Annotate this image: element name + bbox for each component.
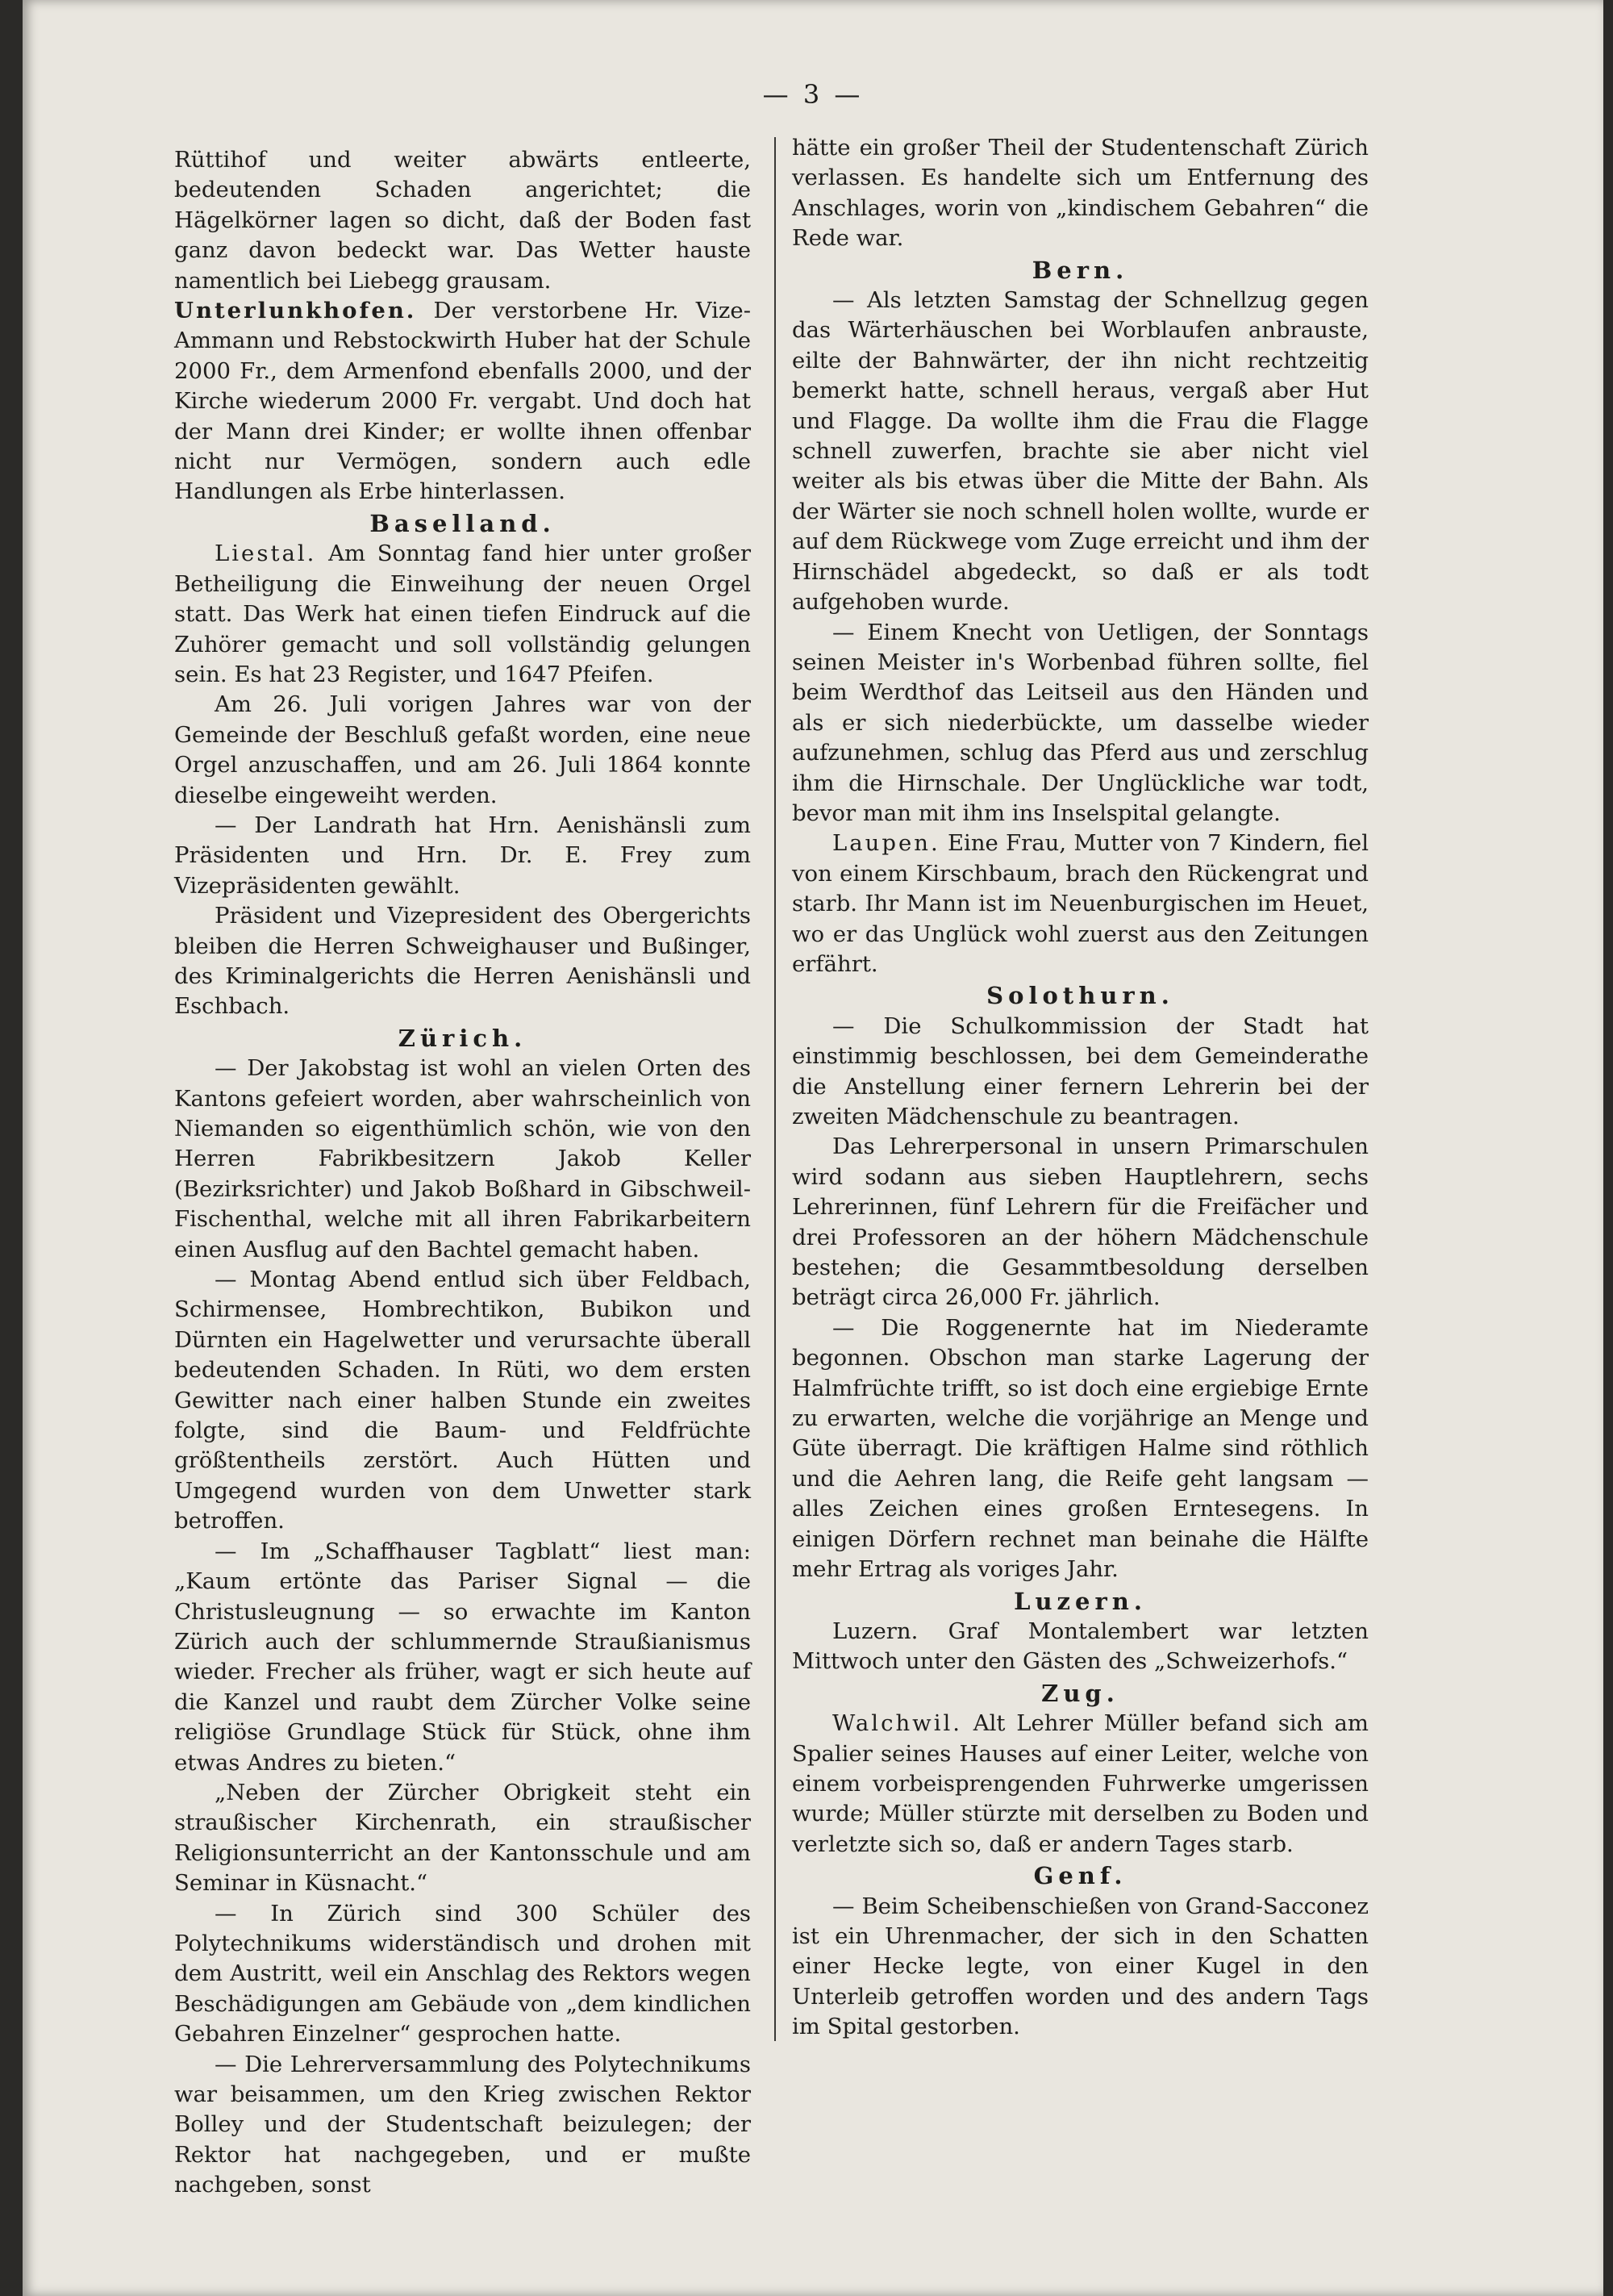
article-paragraph [174, 901, 751, 1022]
article-paragraph [174, 690, 751, 811]
paragraph-text: Rüttihof und weiter abwärts entleerte, bedeutenden Schaden angerichtet; die Hägelkörner lagen so dicht, daß der Boden fast ganz davon bedeckt war. Das Wetter hauste namentlich bei Liebegg grausam. [174, 147, 751, 294]
article-paragraph [792, 1709, 1369, 1860]
article-paragraph [792, 1132, 1369, 1313]
section-heading: Zug. [1041, 1679, 1119, 1707]
paragraph-text: — Einem Knecht von Uetligen, der Sonntags seinen Meister in's Worbenbad führen sollte, fiel beim Werdthof das Leitseil aus den Händen und als er sich niederbückte, um dasselbe wieder aufzunehmen, schlug das Pferd aus und zerschlug ihm die Hirnschale. Der Unglückliche war todt, bevor man mit ihm ins Inselspital gelangte. [792, 619, 1369, 826]
article-paragraph [792, 286, 1369, 617]
article-paragraph [174, 1265, 751, 1537]
paragraph-text: Am Sonntag fand hier unter großer Betheiligung die Einweihung der neuen Orgel statt. Das Werk hat einen tiefen Eindruck auf die Zuhörer gemacht und soll vollständig gelungen sein. Es hat 23 Register, und 1647 Pfeifen. [174, 541, 751, 687]
paragraph-text: — Der Jakobstag ist wohl an vielen Orten des Kantons gefeiert worden, aber wahrscheinlich von Niemanden so eigenthümlich schön, wie von den Herren Fabrikbesitzern Jakob Keller (Bezirksrichter) und Jakob Boßhard in Gibschweil-Fischenthal, welche mit all ihren Fabrikarbeitern einen Ausflug auf den Bachtel gemacht haben. [174, 1055, 751, 1263]
section-heading: Bern. [1032, 256, 1129, 284]
article-paragraph [174, 1778, 751, 1899]
article-paragraph [792, 1012, 1369, 1133]
article-paragraph [792, 829, 1369, 979]
newspaper-page [23, 0, 1603, 2296]
column-divider [774, 137, 776, 2041]
paragraph-text: „Neben der Zürcher Obrigkeit steht ein straußischer Kirchenrath, ein straußischer Religionsunterricht an der Kantonsschule und am Seminar in Küsnacht.“ [174, 1779, 751, 1897]
section-heading: Baselland. [369, 509, 556, 537]
dateline: Laupen. [832, 830, 940, 857]
paragraph-text: Alt Lehrer Müller befand sich am Spalier seines Hauses auf einer Leiter, welche von einem vorbeisprengenden Fuhrwerke umgerissen wurde; Müller stürzte mit derselben zu Boden und verletzte sich so, daß er andern Tages starb. [792, 1710, 1369, 1857]
article-paragraph [792, 1313, 1369, 1585]
paragraph-text: — Die Roggenernte hat im Niederamte begonnen. Obschon man starke Lagerung der Halmfrüchte trifft, so ist doch eine ergiebige Ernte zu erwarten, welche die vorjährige an Menge und Güte überragt. Die kräftigen Halme sind röthlich und die Aehren lang, die Reife geht langsam — alles Zeichen eines großen Erntesegens. In einigen Dörfern rechnet man beinahe die Hälfte mehr Ertrag als voriges Jahr. [792, 1314, 1369, 1583]
paragraph-text: hätte ein großer Theil der Studentenschaft Zürich verlassen. Es handelte sich um Entfernung des Anschlages, worin von „kindischem Gebahren“ die Rede war. [792, 135, 1369, 252]
paragraph-text: Luzern. Graf Montalembert war letzten Mittwoch unter den Gästen des „Schweizerhofs.“ [792, 1618, 1369, 1675]
paragraph-text: — Die Lehrerversammlung des Polytechnikums war beisammen, um den Krieg zwischen Rektor Bolley und der Studentschaft beizulegen; der Rektor hat nachgegeben, und er mußte nachgeben, sonst [174, 2051, 751, 2198]
dateline: Unterlunkhofen. [174, 298, 417, 324]
paragraph-text: Präsident und Vizepresident des Obergerichts bleiben die Herren Schweighauser und Bußinger, des Kriminalgerichts die Herren Aenishänsli und Eschbach. [174, 903, 751, 1020]
article-paragraph [174, 811, 751, 901]
paragraph-text: Der verstorbene Hr. Vize-Ammann und Rebstockwirth Huber hat der Schule 2000 Fr., dem Armenfond ebenfalls 2000, und der Kirche wiederum 2000 Fr. vergabt. Und doch hat der Mann drei Kinder; er wollte ihnen offenbar nicht nur Vermögen, sondern auch edle Handlungen als Erbe hinterlassen. [174, 298, 751, 505]
dateline: Walchwil. [832, 1710, 963, 1737]
paragraph-text: Am 26. Juli vorigen Jahres war von der Gemeinde der Beschluß gefaßt worden, eine neue Orgel anzuschaffen, und am 26. Juli 1864 konnte dieselbe eingeweiht werden. [174, 691, 751, 808]
article-paragraph [174, 1537, 751, 1778]
article-paragraph [792, 1617, 1369, 1677]
section-heading: Genf. [1033, 1862, 1127, 1890]
paragraph-text: Das Lehrerpersonal in unsern Primarschulen wird sodann aus sieben Hauptlehrern, sechs Lehrerinnen, fünf Lehrern für die Freifächer und drei Professoren an der höhern Mädchenschule bestehen; die Gesammtbesoldung derselben beträgt circa 26,000 Fr. jährlich. [792, 1133, 1369, 1311]
section-heading: Solothurn. [986, 982, 1174, 1010]
paragraph-text: Eine Frau, Mutter von 7 Kindern, fiel von einem Kirschbaum, brach den Rückengrat und starb. Ihr Mann ist im Neuenburgischen im Heuet, wo er das Unglück wohl zuerst aus den Zeitungen erfährt. [792, 830, 1369, 977]
left-column [174, 145, 751, 2201]
paragraph-text: — Der Landrath hat Hrn. Aenishänsli zum Präsidenten und Hrn. Dr. E. Frey zum Vizepräsidenten gewählt. [174, 812, 751, 899]
article-paragraph [174, 1899, 751, 2050]
article-paragraph [174, 2050, 751, 2201]
paragraph-text: — In Zürich sind 300 Schüler des Polytechnikums widerständisch und drohen mit dem Austritt, weil ein Anschlag des Rektors wegen Beschädigungen am Gebäude von „dem kindlichen Gebahren Einzelner“ gesprochen hatte. [174, 1900, 751, 2048]
paragraph-text: — Montag Abend entlud sich über Feldbach, Schirmensee, Hombrechtikon, Bubikon und Dürnten ein Hagelwetter und verursachte überall bedeutenden Schaden. In Rüti, wo dem ersten Gewitter nach einer halben Stunde ein zweites folgte, sind die Baum- und Feldfrüchte größtentheils zerstört. Auch Hütten und Umgegend wurden von dem Unwetter stark betroffen. [174, 1267, 751, 1534]
section-heading: Luzern. [1014, 1587, 1147, 1615]
right-column [792, 133, 1369, 2043]
article-paragraph [792, 1892, 1369, 2043]
article-paragraph [174, 539, 751, 690]
section-heading: Zürich. [398, 1024, 527, 1052]
dateline: Liestal. [215, 541, 317, 567]
article-paragraph [792, 618, 1369, 829]
paragraph-text: — Die Schulkommission der Stadt hat einstimmig beschlossen, bei dem Gemeinderathe die Anstellung einer fernern Lehrerin bei der zweiten Mädchenschule zu beantragen. [792, 1012, 1369, 1129]
article-paragraph [174, 145, 751, 296]
article-paragraph [792, 133, 1369, 254]
page-number: — 3 — [762, 79, 864, 110]
article-paragraph [174, 1054, 751, 1265]
paragraph-text: — Beim Scheibenschießen von Grand-Sacconez ist ein Uhrenmacher, der sich in den Schatten einer Hecke legte, von einer Kugel in den Unterleib getroffen worden und des andern Tags im Spital gestorben. [792, 1893, 1369, 2040]
paragraph-text: — Als letzten Samstag der Schnellzug gegen das Wärterhäuschen bei Worblaufen anbrauste, eilte der Bahnwärter, der ihn nicht rechtzeitig bemerkt hatte, schnell heraus, vergaß aber Hut und Flagge. Da wollte ihm die Frau die Flagge schnell zuwerfen, brachte sie aber nicht viel weiter als bis etwas über die Mitte der Bahn. Als der Wärter sie noch schnell holen wollte, wurde er auf dem Rückwege vom Zuge erreicht und ihm der Hirnschädel abgedeckt, so daß er als todt aufgehoben wurde. [792, 287, 1369, 616]
paragraph-text: — Im „Schaffhauser Tagblatt“ liest man: „Kaum ertönte das Pariser Signal — die Christusleugnung — so erwachte im Kanton Zürich auch der schlummernde Straußianismus wieder. Frecher als früher, wagt er sich heute auf die Kanzel und raubt dem Zürcher Volke seine religiöse Grundlage Stück für Stück, ohne ihm etwas Andres zu bieten.“ [174, 1538, 751, 1776]
article-paragraph [174, 296, 751, 507]
